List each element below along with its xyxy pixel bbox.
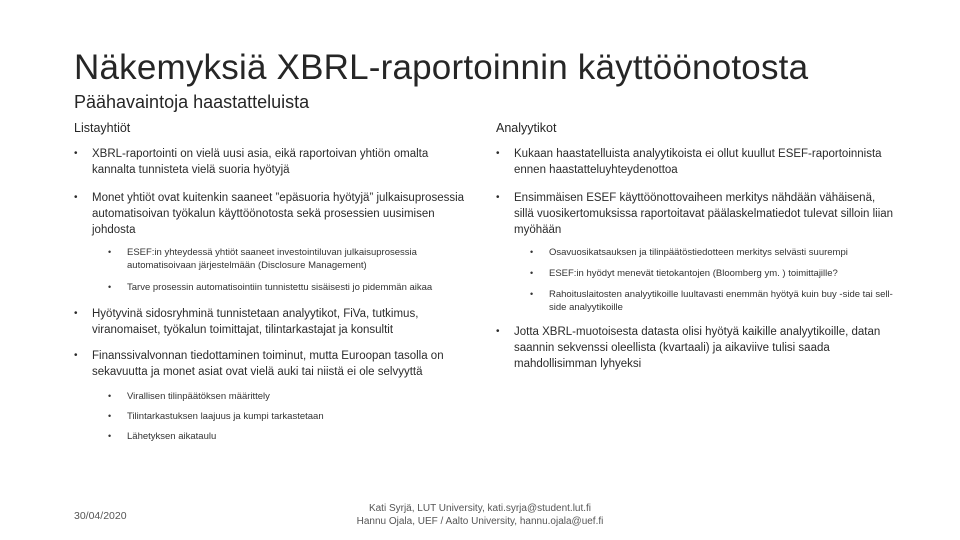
slide-subtitle: Päähavaintoja haastatteluista — [74, 92, 310, 112]
right-bullet-2-text: Ensimmäisen ESEF käyttöönottovaiheen merkitys nähdään vähäisenä, sillä vuosikertomuksissa raportoitavat päälaskelmatiedot tulevat silloin liian myöhään — [514, 192, 894, 236]
left-sub-bullet-2-2-text: Tarve prosessin automatisointiin tunnistettu sisäisesti jo pidemmän aikaa — [127, 282, 433, 293]
left-bullet-3-text: Hyötyvinä sidosryhminä tunnistetaan analyytikot, FiVa, tutkimus, viranomaiset, työkalun toimittajat, tilintarkastajat ja konsultit — [92, 308, 419, 336]
left-bullet-2 — [74, 190, 474, 238]
bullet-marker: • — [108, 391, 112, 401]
bullet-marker: • — [74, 192, 78, 203]
footer-credit — [330, 502, 630, 528]
left-bullet-4-text: Finanssivalvonnan tiedottaminen toiminut, mutta Euroopan tasolla on sekavuutta ja monet asiat ovat vielä auki tai niistä ei ole selvyyttä — [92, 350, 444, 378]
right-column-heading: Analyytikot — [496, 121, 557, 135]
right-sub-bullet-2-3-text: Rahoituslaitosten analyytikoille luultavasti enemmän hyötyä kuin buy -side tai sell-side analyytikoille — [549, 289, 893, 313]
right-sub-bullet-2-1-text: Osavuosikatsauksen ja tilinpäätöstiedotteen merkitys selvästi suurempi — [549, 247, 848, 258]
bullet-marker: • — [74, 350, 78, 361]
right-bullet-3-text: Jotta XBRL-muotoisesta datasta olisi hyötyä kaikille analyytikoille, datan saannin sekvenssi oleellista (kvartaali) ja aikaviive tulisi saada mahdollisimman lyhyeksi — [514, 326, 881, 370]
left-sub-bullet-4-1-text: Virallisen tilinpäätöksen määrittely — [127, 391, 270, 402]
right-sub-bullet-2-3 — [496, 288, 896, 314]
left-bullet-2-text: Monet yhtiöt ovat kuitenkin saaneet ”epäsuoria hyötyjä” julkaisuprosessia automatisoivan työkalun käyttöönotosta sekä prosessien uusimisen johdosta — [92, 192, 465, 236]
right-bullet-3 — [496, 324, 896, 372]
left-sub-bullet-4-2 — [74, 410, 474, 423]
left-sub-bullet-4-1 — [74, 390, 474, 403]
bullet-marker: • — [496, 148, 500, 159]
right-bullet-1-text: Kukaan haastatelluista analyytikoista ei ollut kuullut ESEF-raportoinnista ennen haastatteluyhteydenottoa — [514, 148, 882, 176]
right-column — [496, 146, 896, 372]
left-bullet-4 — [74, 348, 474, 380]
left-sub-bullet-4-3 — [74, 430, 474, 443]
left-sub-bullet-2-1 — [74, 246, 474, 272]
left-column-heading: Listayhtiöt — [74, 121, 131, 135]
left-bullet-1 — [74, 146, 474, 178]
left-bullet-3 — [74, 306, 474, 338]
bullet-marker: • — [496, 326, 500, 337]
bullet-marker: • — [530, 289, 534, 299]
right-sub-bullet-2-2-text: ESEF:in hyödyt menevät tietokantojen (Bloomberg ym. ) toimittajille? — [549, 268, 838, 279]
bullet-marker: • — [74, 308, 78, 319]
bullet-marker: • — [74, 148, 78, 159]
bullet-marker: • — [108, 247, 112, 257]
right-bullet-2 — [496, 190, 896, 238]
bullet-marker: • — [108, 411, 112, 421]
bullet-marker: • — [496, 192, 500, 203]
left-sub-bullet-2-1-text: ESEF:in yhteydessä yhtiöt saaneet investointiluvan julkaisuprosessia automatisoivaan järjestelmään (Disclosure Management) — [127, 247, 417, 271]
bullet-marker: • — [108, 431, 112, 441]
footer-credit-line-2: Hannu Ojala, UEF / Aalto University, hannu.ojala@uef.fi — [356, 516, 604, 527]
left-sub-bullet-4-2-text: Tilintarkastuksen laajuus ja kumpi tarkastetaan — [127, 411, 324, 422]
left-sub-bullet-2-2 — [74, 281, 474, 294]
bullet-marker: • — [530, 247, 534, 257]
right-sub-bullet-2-1 — [496, 246, 896, 259]
right-sub-bullet-2-2 — [496, 267, 896, 280]
left-bullet-1-text: XBRL-raportointi on vielä uusi asia, eikä raportoivan yhtiön omalta kannalta tunnisteta vielä suoria hyötyjä — [92, 148, 429, 176]
left-column — [74, 146, 474, 443]
left-sub-bullet-4-3-text: Lähetyksen aikataulu — [127, 431, 217, 442]
footer-credit-line-1: Kati Syrjä, LUT University, kati.syrja@student.lut.fi — [368, 503, 592, 514]
bullet-marker: • — [108, 282, 112, 292]
footer-date: 30/04/2020 — [74, 510, 127, 522]
slide-title: Näkemyksiä XBRL-raportoinnin käyttöönotosta — [74, 48, 809, 87]
right-bullet-1 — [496, 146, 896, 178]
bullet-marker: • — [530, 268, 534, 278]
